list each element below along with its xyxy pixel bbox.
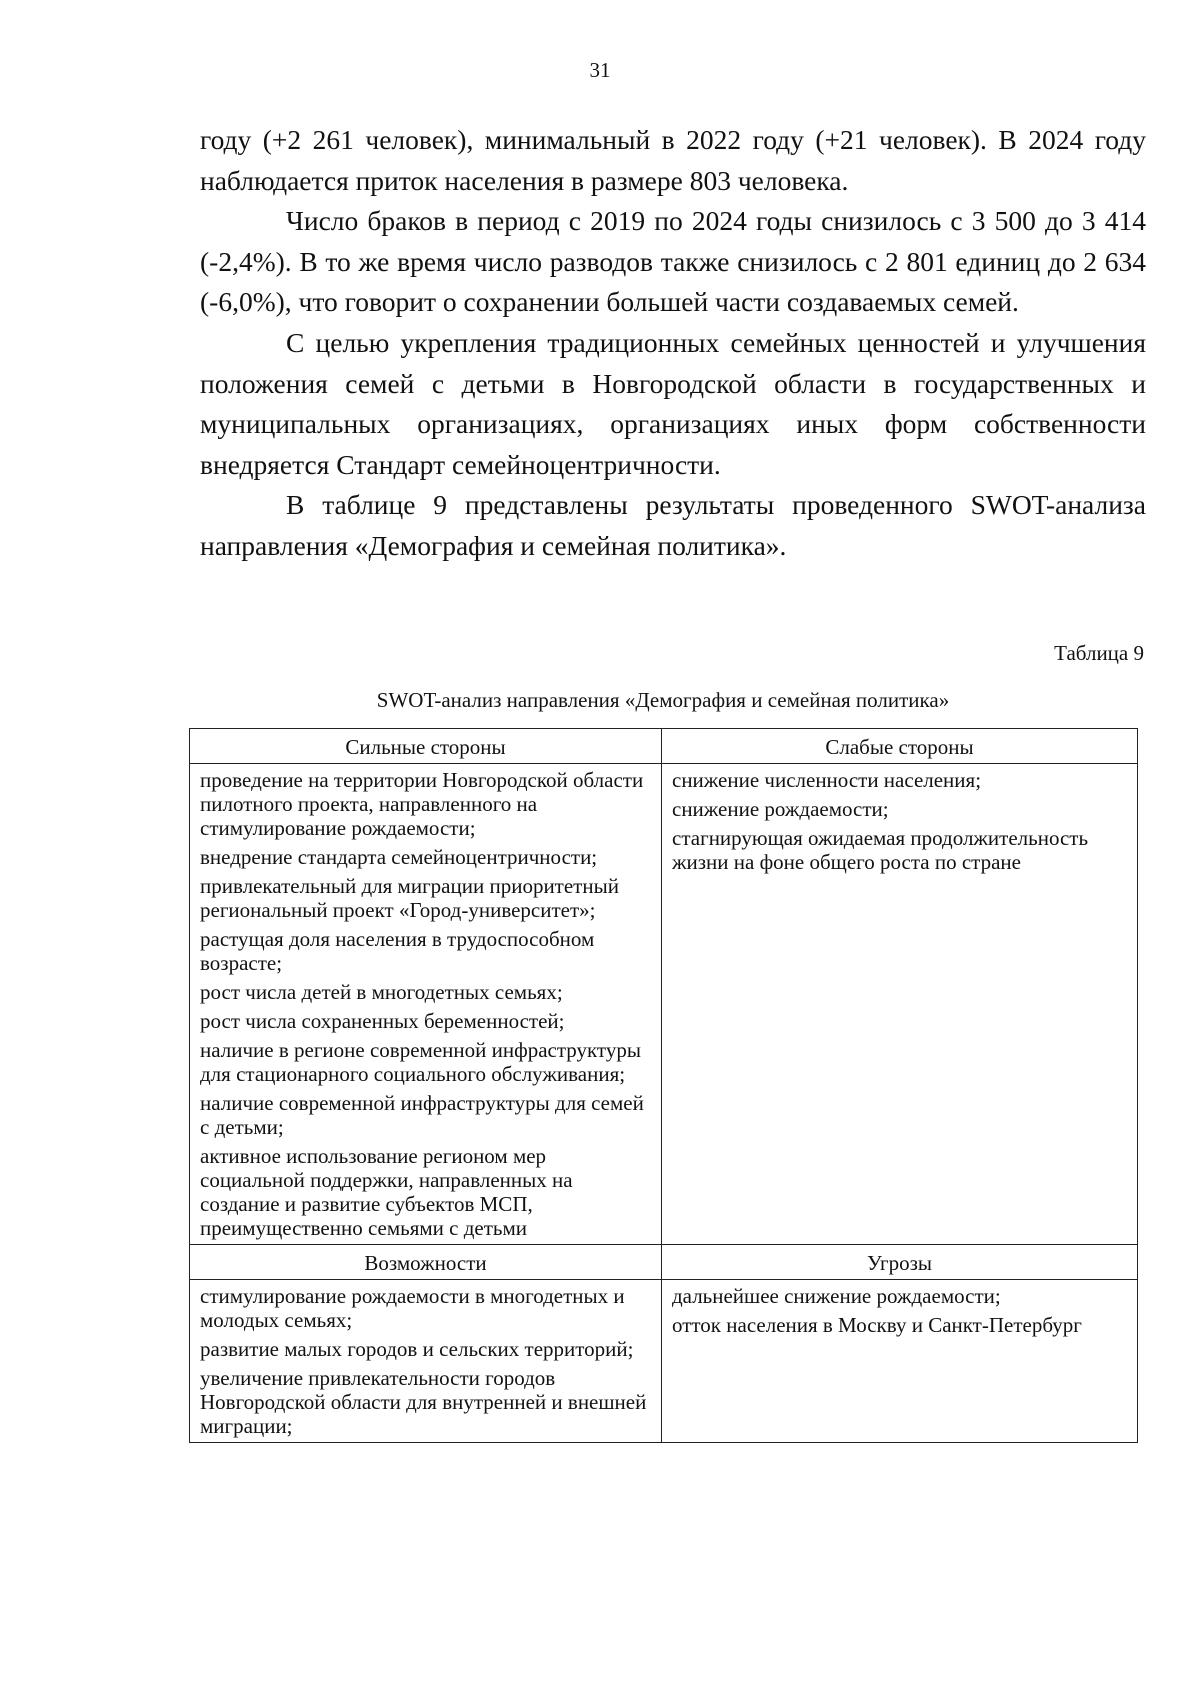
paragraph-1: году (+2 261 человек), минимальный в 2022 году (+21 человек). В 2024 году наблюдается приток населения в размере 803 человека. — [200, 124, 1146, 196]
strength-item: наличие современной инфраструктуры для семей с детьми; — [200, 1091, 644, 1139]
strength-item: проведение на территории Новгородской области пилотного проекта, направленного на стимулирование рождаемости; — [200, 768, 644, 840]
weakness-item: снижение рождаемости; — [672, 797, 889, 821]
strength-item: привлекательный для миграции приоритетный региональный проект «Город-университет»; — [200, 874, 619, 922]
table-title: SWOT-анализ направления «Демография и семейная политика» — [376, 688, 950, 712]
opportunities-header: Возможности — [190, 1245, 662, 1280]
threat-item: отток населения в Москву и Санкт-Петербург — [672, 1313, 1082, 1337]
opportunity-item: увеличение привлекательности городов Новгородской области для внутренней и внешней миграции; — [200, 1366, 647, 1438]
paragraph-4: В таблице 9 представлены результаты проведенного SWOT-анализа направления «Демография и семейная политика». — [200, 489, 1146, 561]
strengths-cell — [190, 764, 662, 1245]
header-row-top — [190, 729, 1138, 764]
weaknesses-cell — [662, 764, 1138, 1245]
weakness-item: стагнирующая ожидаемая продолжительность жизни на фоне общего роста по стране — [672, 826, 1089, 874]
page-number: 31 — [589, 58, 611, 82]
content-row-top — [190, 764, 1138, 1245]
strength-item: рост числа детей в многодетных семьях; — [200, 980, 563, 1004]
swot-table — [189, 728, 1138, 1443]
content-row-bottom — [190, 1280, 1138, 1443]
strength-item: активное использование регионом мер социальной поддержки, направленных на создание и развитие субъектов МСП, преимущественно семьями с детьми — [200, 1144, 573, 1240]
strength-item: внедрение стандарта семейноцентричности; — [200, 845, 598, 869]
threats-cell — [662, 1280, 1138, 1443]
weaknesses-header: Слабые стороны — [662, 729, 1138, 764]
opportunity-item: развитие малых городов и сельских территорий; — [200, 1337, 634, 1361]
threat-item: дальнейшее снижение рождаемости; — [672, 1284, 1001, 1308]
table-caption: Таблица 9 — [1054, 641, 1144, 665]
paragraph-2: Число браков в период с 2019 по 2024 годы снизилось с 3 500 до 3 414 (-2,4%). В то же время число разводов также снизилось с 2 801 единиц до 2 634 (-6,0%), что говорит о сохранении большей части создаваемых семей. — [200, 205, 1146, 318]
threats-header: Угрозы — [662, 1245, 1138, 1280]
weakness-item: снижение численности населения; — [672, 768, 982, 792]
opportunity-item: стимулирование рождаемости в многодетных и молодых семьях; — [200, 1284, 625, 1332]
strength-item: растущая доля населения в трудоспособном возрасте; — [200, 927, 595, 975]
opportunities-cell — [190, 1280, 662, 1443]
strength-item: наличие в регионе современной инфраструктуры для стационарного социального обслуживания; — [200, 1038, 641, 1086]
body-text — [200, 120, 1146, 567]
header-row-bottom — [190, 1245, 1138, 1280]
paragraph-3: С целью укрепления традиционных семейных ценностей и улучшения положения семей с детьми в Новгородской области в государственных и муниципальных организациях, организациях иных форм собственности внедряется Стандарт семейноцентричности. — [200, 326, 1146, 480]
strength-item: рост числа сохраненных беременностей; — [200, 1009, 565, 1033]
strengths-header: Сильные стороны — [190, 729, 662, 764]
